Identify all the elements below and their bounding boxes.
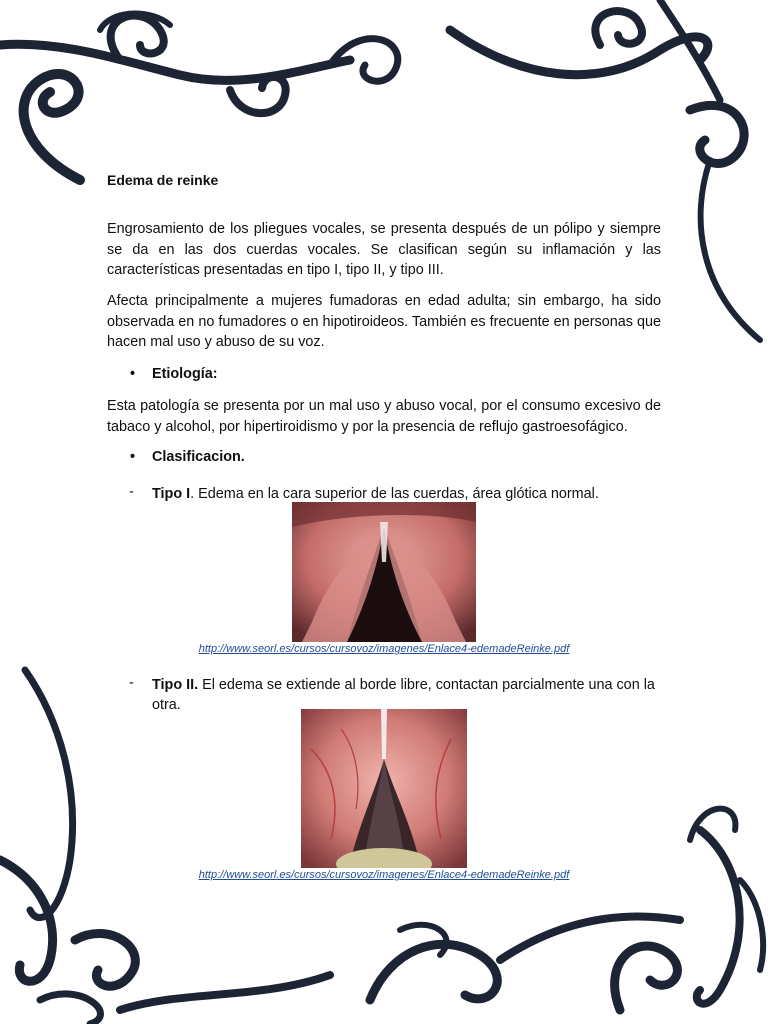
bullet-marker: • bbox=[130, 449, 136, 465]
tipo2-label: Tipo II. bbox=[152, 677, 199, 693]
tipo1-source-link[interactable]: http://www.seorl.es/cursos/cursovoz/imagenes/Enlace4-edemadeReinke.pdf bbox=[198, 643, 570, 655]
page-title: Edema de reinke bbox=[107, 172, 219, 188]
tipo2-text: El edema se extiende al borde libre, contactan parcialmente una con la otra. bbox=[152, 677, 655, 713]
tipo1-larynx-image bbox=[292, 502, 476, 642]
ornament-bottom-left bbox=[0, 670, 330, 1024]
bullet-marker: • bbox=[130, 366, 136, 382]
tipo2-larynx-image bbox=[301, 709, 467, 868]
tipo2-source-link[interactable]: http://www.seorl.es/cursos/cursovoz/imagenes/Enlace4-edemadeReinke.pdf bbox=[198, 869, 570, 881]
tipo1-text: . Edema en la cara superior de las cuerdas, área glótica normal. bbox=[190, 486, 599, 502]
tipo1-description bbox=[152, 484, 662, 504]
paragraph-etiologia: Esta patología se presenta por un mal uso y abuso vocal, por el consumo excesivo de tabaco y alcohol, por hipertiroidismo y por la presencia de reflujo gastroesofágico. bbox=[107, 398, 661, 435]
paragraph-prevalence: Afecta principalmente a mujeres fumadoras en edad adulta; sin embargo, ha sido observada en no fumadores o en hipotiroideos. También es frecuente en personas que hacen mal uso y abuso de su voz. bbox=[107, 293, 661, 350]
dash-marker: - bbox=[129, 675, 134, 691]
dash-marker: - bbox=[129, 484, 134, 500]
tipo1-label: Tipo I bbox=[152, 486, 191, 502]
paragraph-definition: Engrosamiento de los pliegues vocales, se presenta después de un pólipo y siempre se da en las dos cuerdas vocales. Se clasifican según su inflamación y las características presentadas en tipo I, tipo II, y tipo III. bbox=[107, 221, 661, 278]
bullet-etiologia-label: Etiología: bbox=[152, 366, 218, 382]
ornament-top-left bbox=[0, 14, 398, 180]
bullet-clasificacion-label: Clasificacion. bbox=[152, 449, 245, 465]
ornament-top-right bbox=[450, 0, 760, 340]
